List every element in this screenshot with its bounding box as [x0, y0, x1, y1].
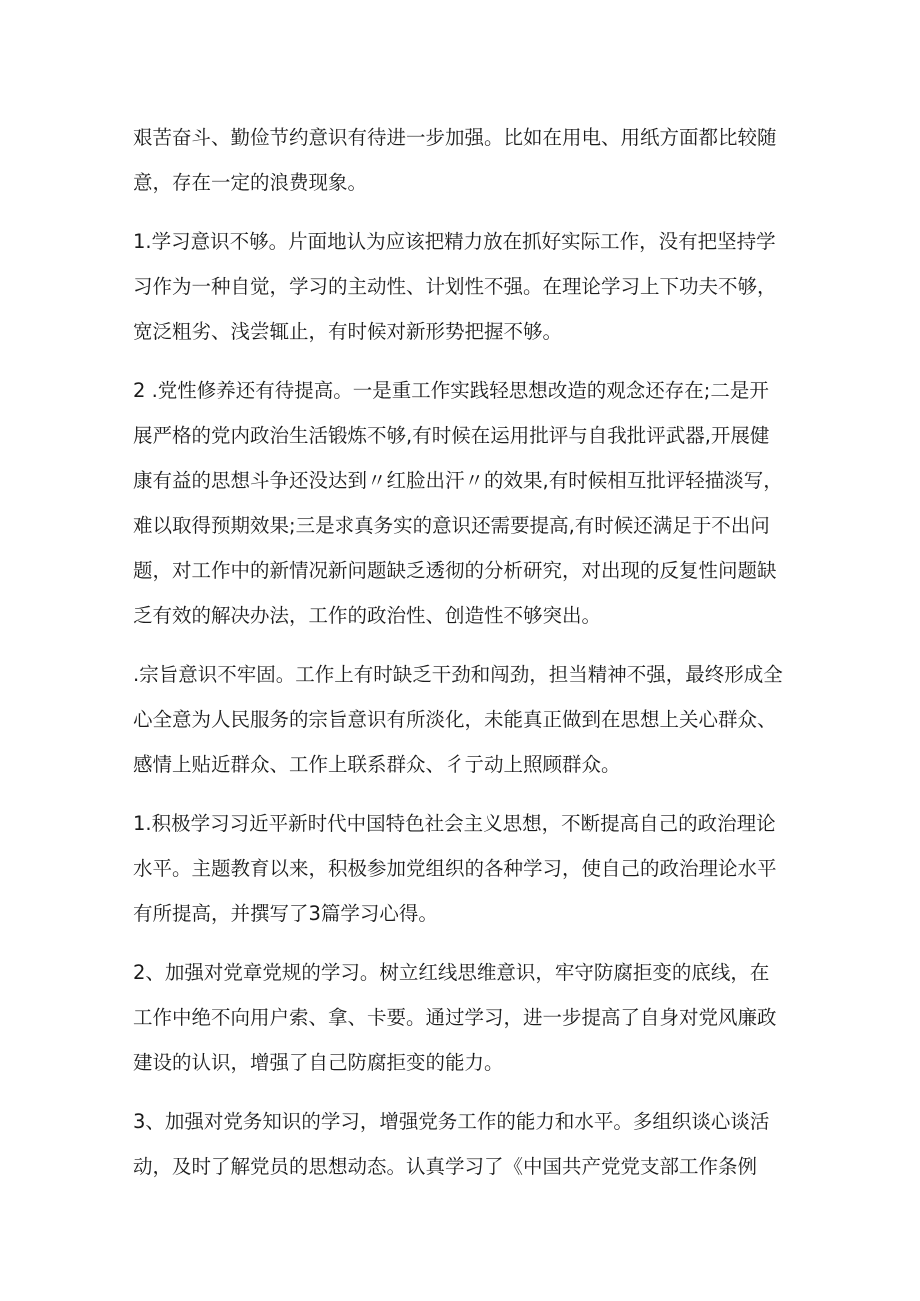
text-line: 2 .党性修养还有待提高。一是重工作实践轻思想改造的观念还存在;二是开: [133, 379, 769, 402]
text-line: .宗旨意识不牢固。工作上有时缺乏干劲和闯劲，担当精神不强，最终形成全: [133, 663, 783, 686]
paragraph-study-awareness: [133, 219, 813, 354]
text-line: 宽泛粗劣、浅尝辄止，有时候对新形势把握不够。: [133, 320, 563, 343]
paragraph-party-affairs: [133, 1099, 813, 1189]
text-line: 3、加强对党务知识的学习，增强党务工作的能力和水平。多组织谈心谈活: [133, 1110, 770, 1133]
paragraph-frugality: [133, 115, 813, 205]
text-line: 有所提高，并撰写了3篇学习心得。: [133, 902, 438, 925]
paragraph-theory-study: [133, 801, 813, 936]
text-line: 艰苦奋斗、勤俭节约意识有待进一步加强。比如在用电、用纸方面都比较随: [133, 126, 777, 149]
text-line: 建设的认识，增强了自己防腐拒变的能力。: [133, 1051, 504, 1074]
text-line: 动，及时了解党员的思想动态。认真学习了《中国共产党党支部工作条例: [133, 1155, 758, 1178]
text-line: 2、加强对党章党规的学习。树立红线思维意识，牢守防腐拒变的底线，在: [133, 961, 770, 984]
text-line: 意，存在一定的浪费现象。: [133, 171, 368, 194]
paragraph-party-rules: [133, 950, 813, 1085]
text-line: 题，对工作中的新情况新问题缺乏透彻的分析研究，对出现的反复性问题缺: [133, 559, 777, 582]
paragraph-party-spirit: [133, 368, 813, 638]
text-line: 乏有效的解决办法，工作的政治性、创造性不够突出。: [133, 604, 602, 627]
text-line: 心全意为人民服务的宗旨意识有所淡化，未能真正做到在思想上关心群众、: [133, 708, 777, 731]
text-line: 1.学习意识不够。片面地认为应该把精力放在抓好实际工作，没有把坚持学: [133, 230, 776, 253]
document-body: [133, 115, 813, 1203]
paragraph-purpose-awareness: [133, 652, 813, 787]
text-line: 1.积极学习习近平新时代中国特色社会主义思想，不断提高自己的政治理论: [133, 812, 776, 835]
text-line: 展严格的党内政治生活锻炼不够,有时候在运用批评与自我批评武器,开展健: [133, 424, 770, 447]
text-line: 感情上贴近群众、工作上联系群众、彳亍动上照顾群众。: [133, 753, 621, 776]
text-line: 难以取得预期效果;三是求真务实的意识还需要提高,有时候还满足于不出问: [133, 514, 770, 537]
text-line: 康有益的思想斗争还没达到〃红脸出汗〃的效果,有时候相互批评轻描淡写，: [133, 469, 783, 492]
text-line: 习作为一种自觉，学习的主动性、计划性不强。在理论学习上下功夫不够，: [133, 275, 777, 298]
text-line: 水平。主题教育以来，积极参加党组织的各种学习，使自己的政治理论水平: [133, 857, 777, 880]
text-line: 工作中绝不向用户索、拿、卡要。通过学习，进一步提高了自身对党风廉政: [133, 1006, 777, 1029]
